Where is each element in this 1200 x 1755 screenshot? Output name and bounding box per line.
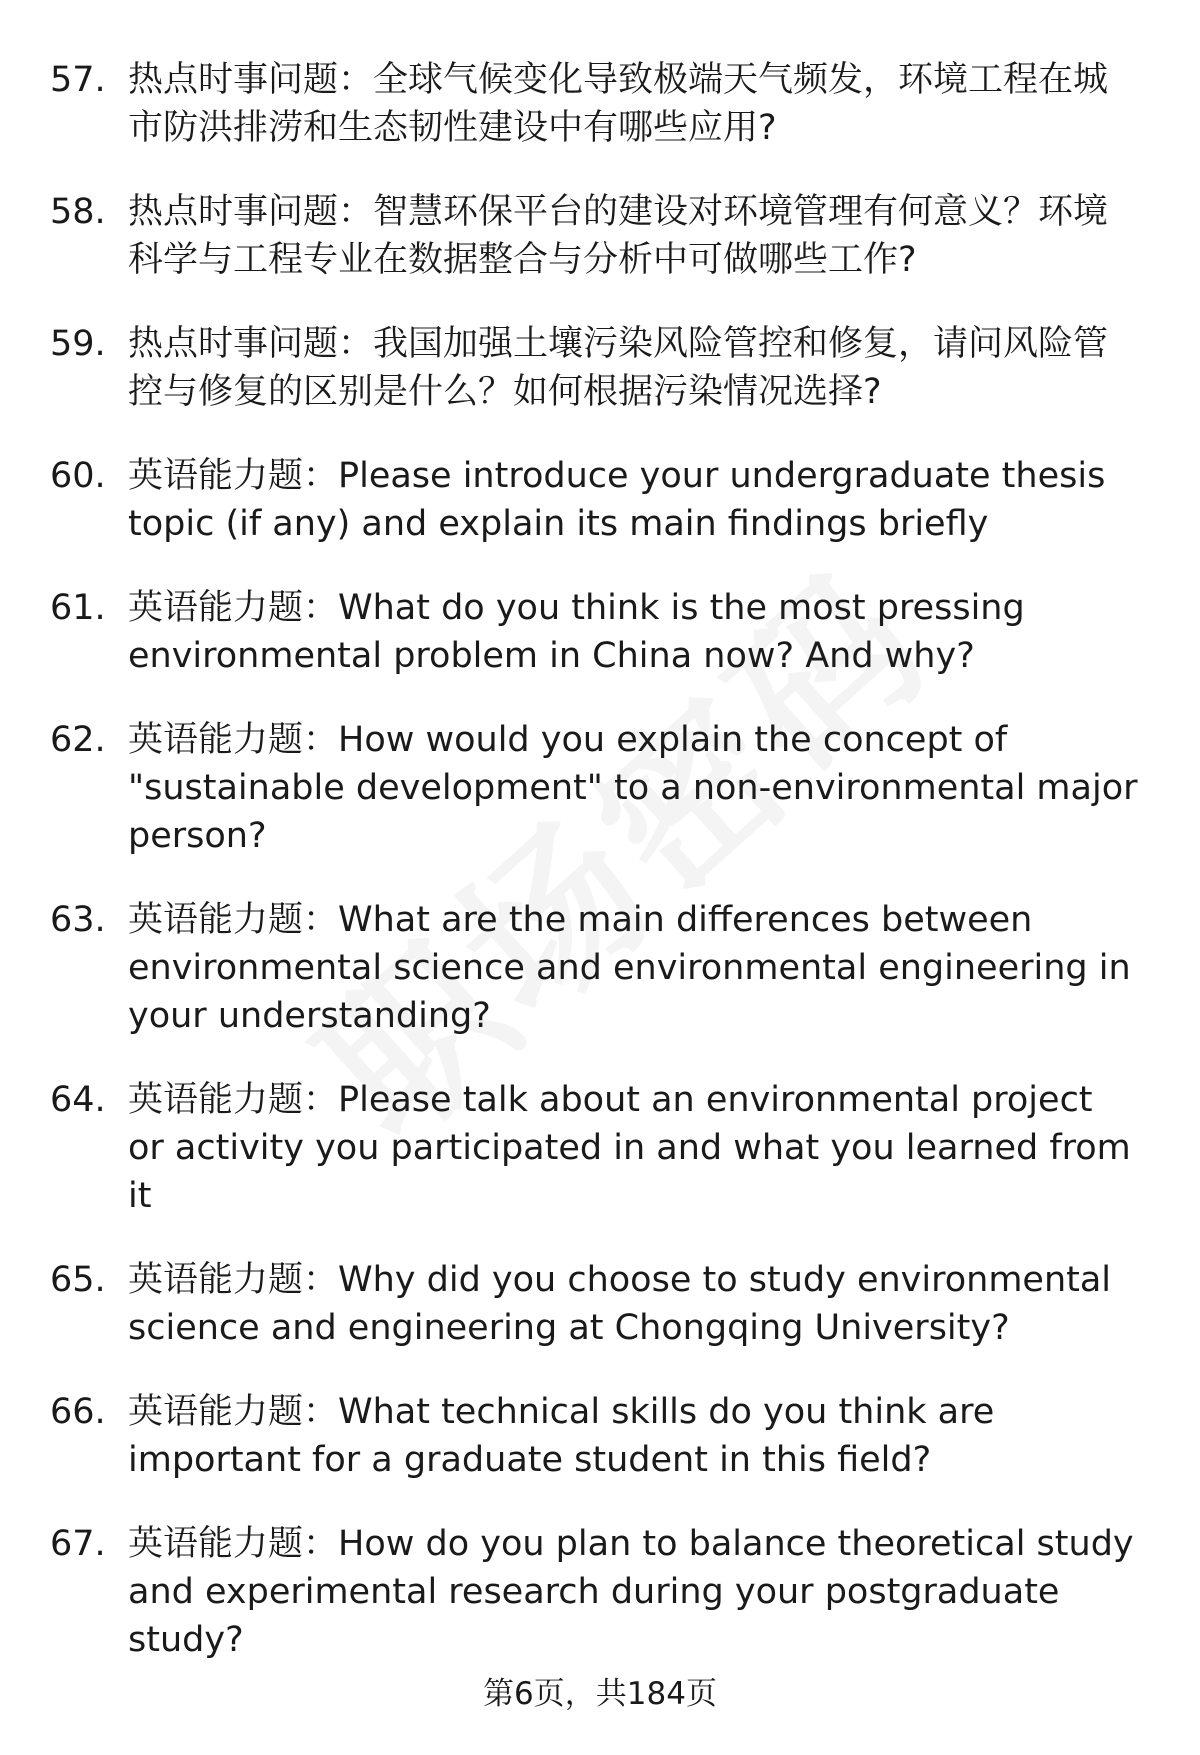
question-number: 64. xyxy=(50,1080,106,1120)
question-list xyxy=(0,56,1200,1700)
question-number: 59. xyxy=(50,324,106,364)
question-text: 英语能力题：Please talk about an environmental project or activity you participated in and what you learned from it xyxy=(128,1080,1131,1216)
question-text: 热点时事问题：全球气候变化导致极端天气频发，环境工程在城市防洪排涝和生态韧性建设中有哪些应用? xyxy=(128,60,1109,148)
question-text: 英语能力题：What are the main differences between environmental science and environmental engineering in your understanding? xyxy=(128,900,1131,1036)
question-text: 英语能力题：Why did you choose to study environmental science and engineering at Chongqing University? xyxy=(128,1260,1112,1348)
question-number: 58. xyxy=(50,192,106,232)
list-item xyxy=(0,452,1200,548)
question-number: 65. xyxy=(50,1260,106,1300)
list-item xyxy=(0,188,1200,284)
question-text: 热点时事问题：智慧环保平台的建设对环境管理有何意义？环境科学与工程专业在数据整合与分析中可做哪些工作? xyxy=(128,192,1109,280)
list-item xyxy=(0,896,1200,1040)
list-item xyxy=(0,320,1200,416)
question-text: 英语能力题：What do you think is the most pressing environmental problem in China now? And why? xyxy=(128,588,1025,676)
question-number: 63. xyxy=(50,900,106,940)
question-number: 66. xyxy=(50,1392,106,1432)
list-item xyxy=(0,584,1200,680)
question-text: 英语能力题：How do you plan to balance theoretical study and experimental research during your postgraduate study? xyxy=(128,1524,1134,1660)
list-item xyxy=(0,1520,1200,1664)
question-number: 61. xyxy=(50,588,106,628)
page-footer: 第6页，共184页 xyxy=(483,1676,717,1712)
question-text: 英语能力题：What technical skills do you think are important for a graduate student in this field? xyxy=(128,1392,995,1480)
question-text: 英语能力题：How would you explain the concept of "sustainable development" to a non-environmental major person? xyxy=(128,720,1138,856)
list-item xyxy=(0,1388,1200,1484)
question-number: 62. xyxy=(50,720,106,760)
question-text: 热点时事问题：我国加强土壤污染风险管控和修复，请问风险管控与修复的区别是什么？如何根据污染情况选择? xyxy=(128,324,1109,412)
list-item xyxy=(0,1076,1200,1220)
question-number: 67. xyxy=(50,1524,106,1564)
list-item xyxy=(0,716,1200,860)
list-item xyxy=(0,56,1200,152)
list-item xyxy=(0,1256,1200,1352)
question-text: 英语能力题：Please introduce your undergraduate thesis topic (if any) and explain its main findings briefly xyxy=(128,456,1106,544)
question-number: 57. xyxy=(50,60,106,100)
question-number: 60. xyxy=(50,456,106,496)
